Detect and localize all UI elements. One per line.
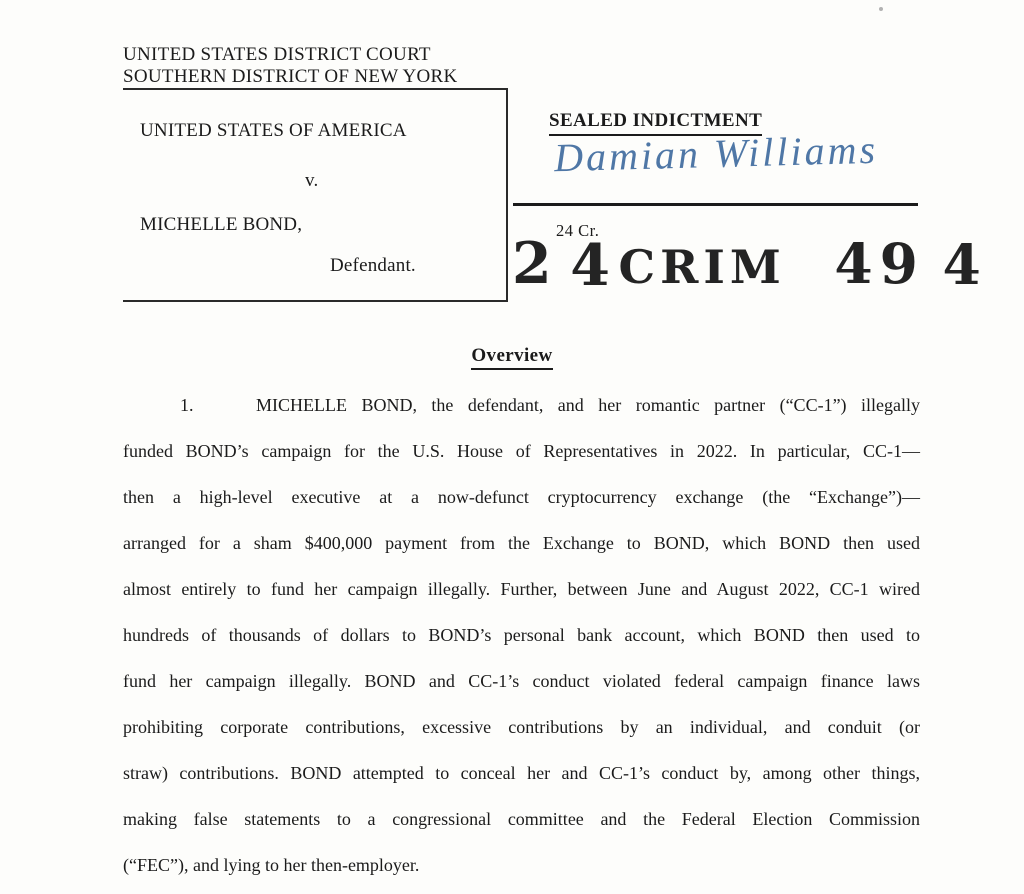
stamp-digit: 4 <box>570 232 610 299</box>
overview-heading: Overview <box>471 345 552 370</box>
stamp-digit: 49 <box>834 231 925 296</box>
stamp-crim-label: CRIM <box>618 240 786 294</box>
case-number-stamp <box>512 230 981 311</box>
section-heading-wrap <box>0 345 1024 370</box>
paragraph-line: fund her campaign illegally. BOND and CC-1’s conduct violated federal campaign finance laws <box>123 671 920 691</box>
paragraph-line: (“FEC”), and lying to her then-employer. <box>123 855 420 875</box>
defendant-role-label: Defendant. <box>330 255 416 276</box>
signature-handwritten: Damian Williams <box>553 126 879 181</box>
scan-speck <box>879 7 883 11</box>
paragraph-line: making false statements to a congressional committee and the Federal Election Commission <box>123 809 920 829</box>
paragraph-line: straw) contributions. BOND attempted to conceal her and CC-1’s conduct by, among other things, <box>123 763 920 783</box>
plaintiff-name: UNITED STATES OF AMERICA <box>140 120 407 141</box>
paragraph-line <box>123 382 920 428</box>
stamp-digit: 2 <box>512 230 552 297</box>
paragraph-line: almost entirely to fund her campaign illegally. Further, between June and August 2022, CC-1 wired <box>123 579 920 599</box>
case-number-typed: 24 Cr. <box>556 221 600 240</box>
versus-label: v. <box>305 170 319 191</box>
caption-box <box>123 88 508 302</box>
court-header <box>123 44 523 88</box>
stamp-digit: 4 <box>942 232 981 297</box>
paragraph-number: 1. <box>180 395 194 415</box>
paragraph-1 <box>123 382 920 888</box>
paragraph-line: arranged for a sham $400,000 payment from the Exchange to BOND, which BOND then used <box>123 533 920 553</box>
district-name: SOUTHERN DISTRICT OF NEW YORK <box>123 66 458 87</box>
paragraph-line: then a high-level executive at a now-defunct cryptocurrency exchange (the “Exchange”)— <box>123 487 920 507</box>
defendant-name: MICHELLE BOND, <box>140 214 303 235</box>
court-name: UNITED STATES DISTRICT COURT <box>123 44 431 65</box>
signature-line <box>513 203 918 206</box>
paragraph-line-text: MICHELLE BOND, the defendant, and her romantic partner (“CC-1”) illegally <box>256 395 920 415</box>
paragraph-line: hundreds of thousands of dollars to BOND’s personal bank account, which BOND then used to <box>123 625 920 645</box>
paragraph-line: funded BOND’s campaign for the U.S. House of Representatives in 2022. In particular, CC-1— <box>123 441 920 461</box>
sealed-indictment-title: SEALED INDICTMENT <box>549 110 762 136</box>
paragraph-line: prohibiting corporate contributions, excessive contributions by an individual, and conduit (or <box>123 717 920 737</box>
